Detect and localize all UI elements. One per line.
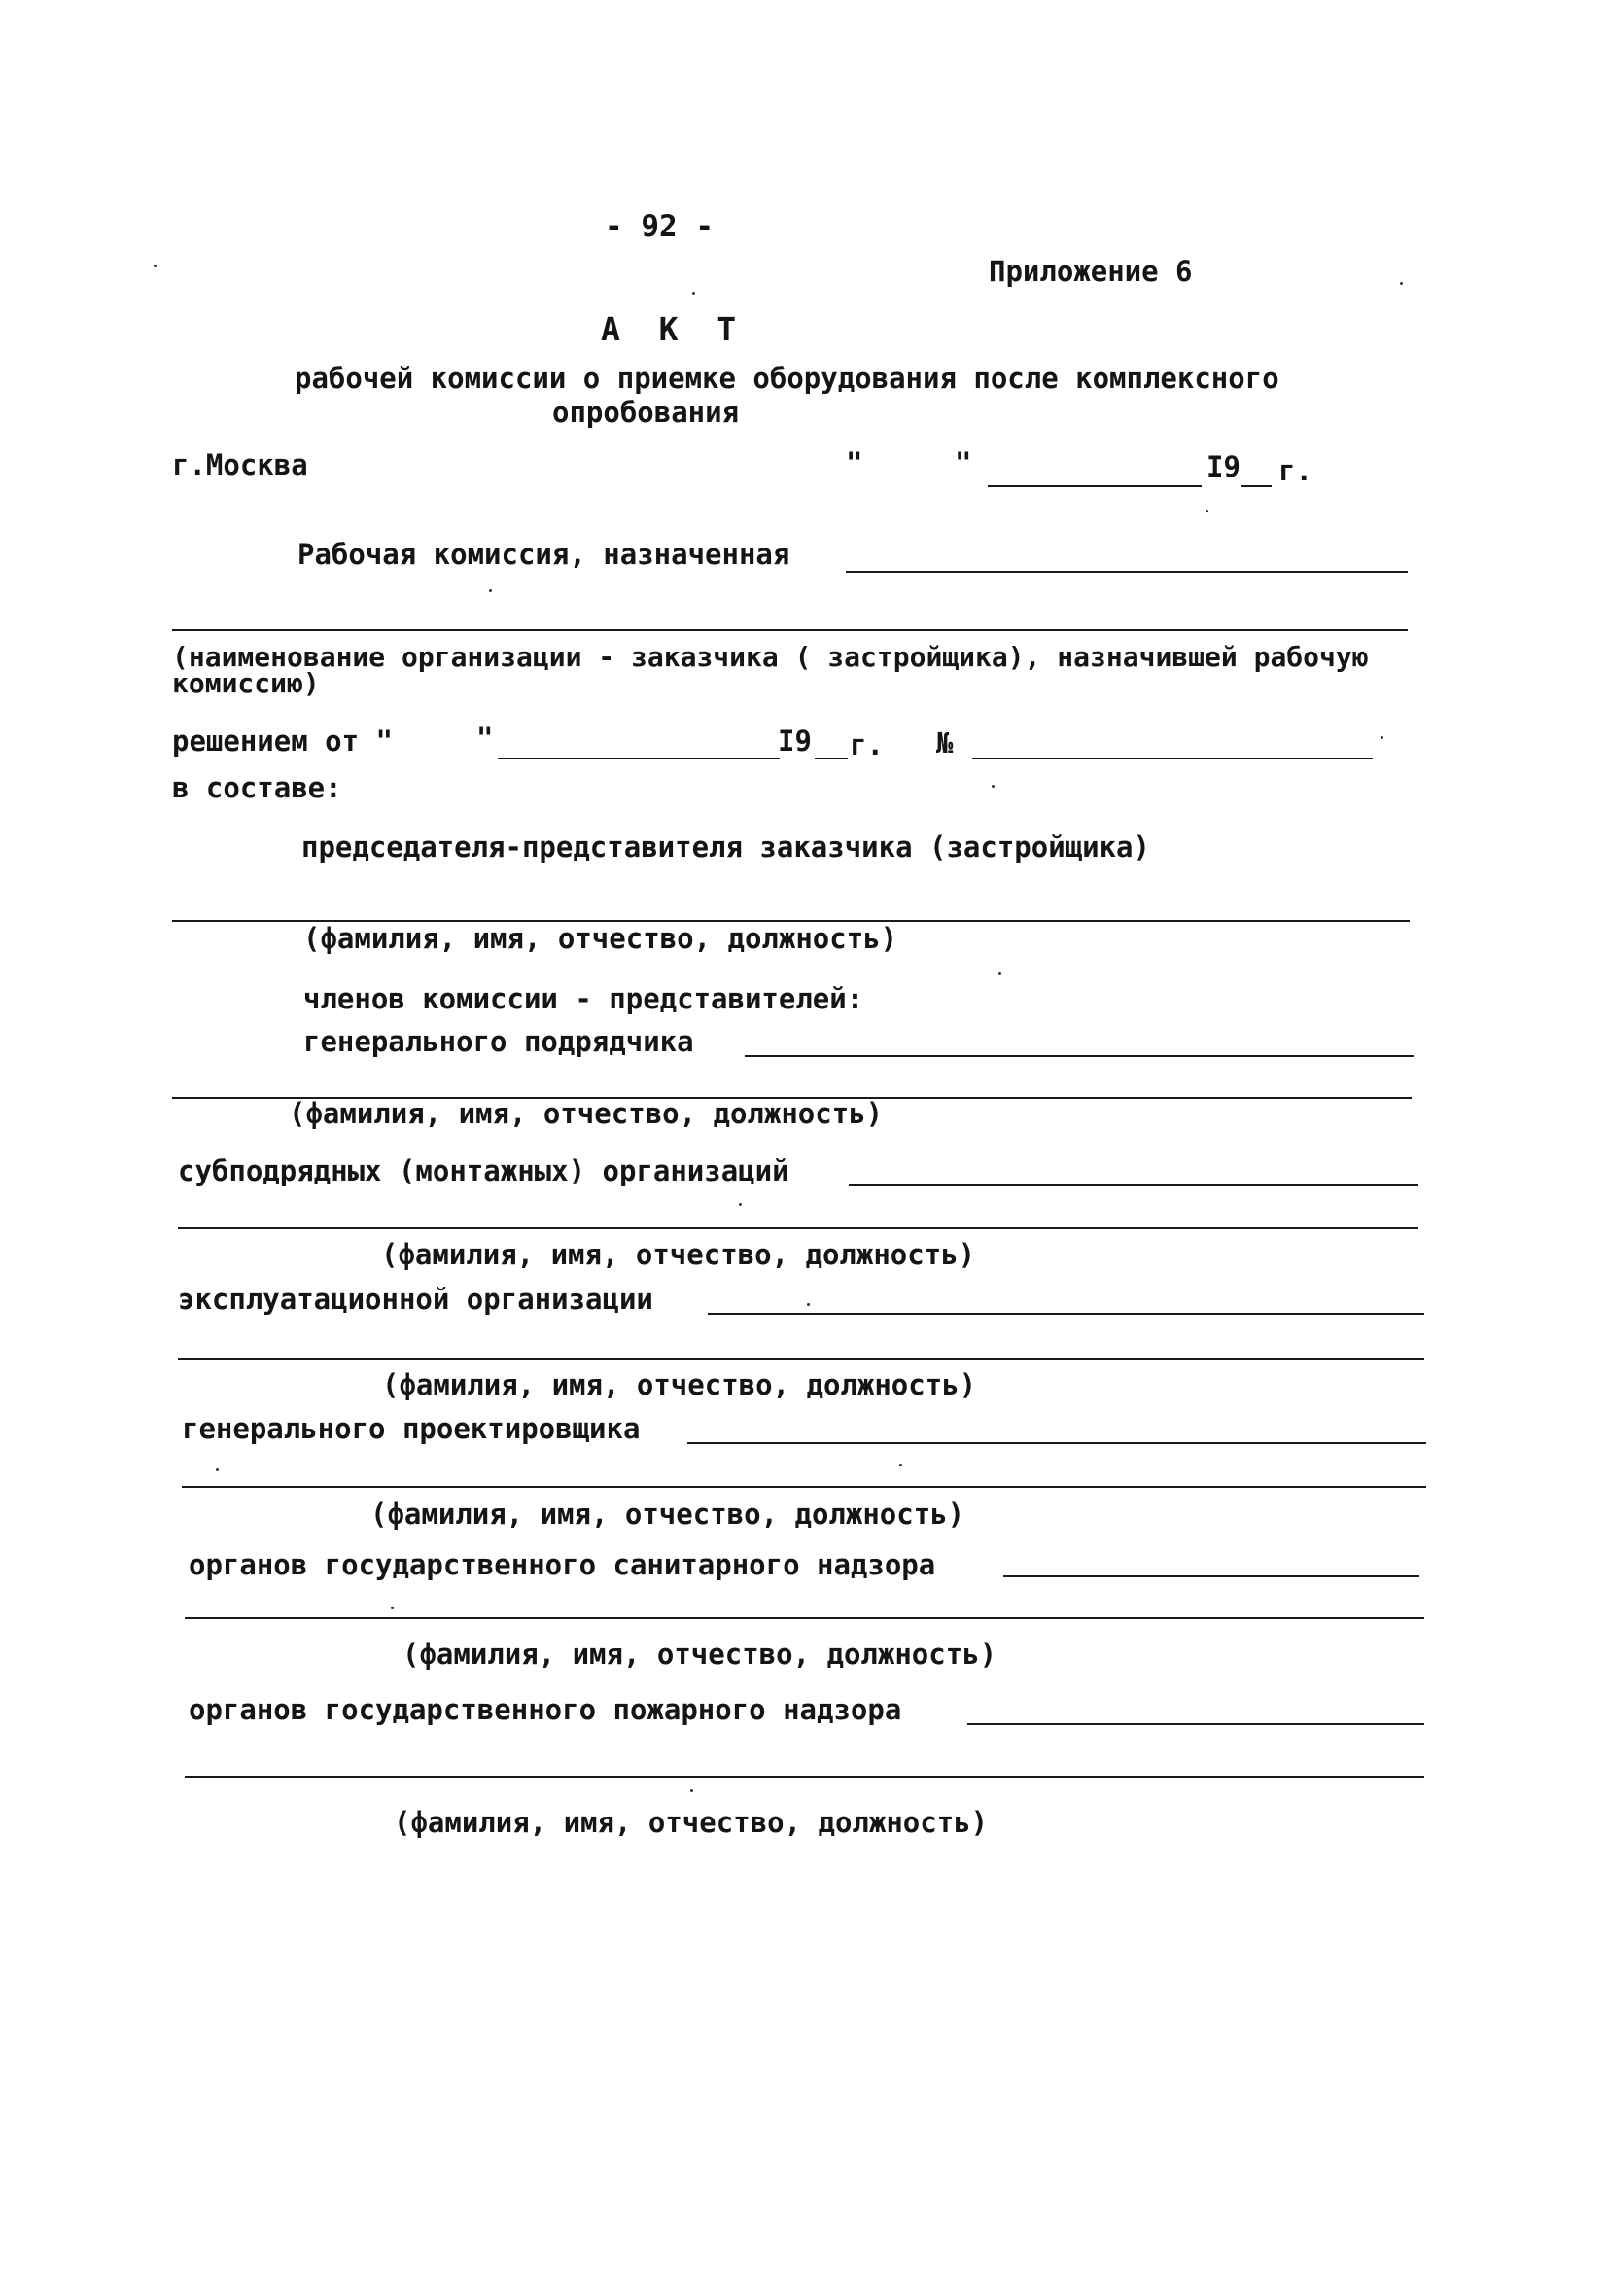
scan-speck xyxy=(489,589,492,592)
commission-org-line-1 xyxy=(846,571,1408,573)
scan-speck xyxy=(154,265,157,267)
chairman-fio-hint: (фамилия, имя, отчество, должность) xyxy=(303,922,898,955)
scan-speck xyxy=(1206,510,1208,512)
scan-speck xyxy=(391,1607,394,1609)
operating-org-line-1 xyxy=(708,1313,1424,1315)
scan-speck xyxy=(992,785,995,788)
fire-fio-hint: (фамилия, имя, отчество, должность) xyxy=(394,1806,989,1839)
decision-date-line xyxy=(498,758,780,759)
document-title: А К Т xyxy=(601,310,737,348)
decision-year-suffix: г. xyxy=(850,728,884,761)
scan-speck xyxy=(692,292,695,295)
subcontractors-line-1 xyxy=(849,1184,1418,1186)
subcontractors-fio-hint: (фамилия, имя, отчество, должность) xyxy=(381,1238,976,1271)
date-year-prefix: I9 xyxy=(1206,450,1241,483)
document-subtitle-line2: опробования xyxy=(552,396,740,429)
general-contractor-fio-hint: (фамилия, имя, отчество, должность) xyxy=(289,1097,884,1130)
general-contractor-label: генерального подрядчика xyxy=(303,1025,694,1058)
scan-speck xyxy=(216,1468,219,1471)
subcontractors-label: субподрядных (монтажных) организаций xyxy=(178,1154,789,1187)
sanitary-line-1 xyxy=(1003,1575,1419,1577)
members-label: членов комиссии - представителей: xyxy=(303,982,864,1015)
decision-year-prefix: I9 xyxy=(778,724,812,758)
decision-quote-close: " xyxy=(476,722,494,755)
operating-org-line-2 xyxy=(178,1358,1424,1360)
sanitary-line-2 xyxy=(185,1617,1424,1619)
scan-speck xyxy=(998,972,1001,975)
fire-line-1 xyxy=(967,1723,1424,1725)
general-designer-fio-hint: (фамилия, имя, отчество, должность) xyxy=(370,1498,965,1531)
scan-speck xyxy=(807,1303,810,1306)
city: г.Москва xyxy=(172,448,308,481)
appendix-label: Приложение 6 xyxy=(989,255,1193,288)
subcontractors-line-2 xyxy=(178,1227,1418,1229)
decision-number-line xyxy=(972,758,1373,759)
scan-speck xyxy=(690,1789,693,1792)
date-quote-close: " xyxy=(955,446,972,479)
general-designer-line-2 xyxy=(182,1486,1426,1488)
fire-label: органов государственного пожарного надзора xyxy=(189,1693,902,1726)
composition-label: в составе: xyxy=(172,771,342,804)
decision-number-sign: № xyxy=(936,726,954,759)
decision-label: решением от " xyxy=(172,724,393,758)
general-designer-label: генерального проектировщика xyxy=(182,1412,641,1445)
date-quote-open: " xyxy=(846,446,863,479)
document-subtitle-line1: рабочей комиссии о приемке оборудования после комплексного xyxy=(295,362,1279,395)
decision-year-line xyxy=(815,758,848,759)
operating-org-label: эксплуатационной организации xyxy=(178,1283,653,1316)
sanitary-label: органов государственного санитарного надзора xyxy=(189,1548,936,1581)
org-hint: (наименование организации - заказчика ( застройщика), назначившей рабочую комиссию) xyxy=(172,641,1369,699)
date-day-month-line xyxy=(988,485,1202,487)
date-year-line xyxy=(1241,485,1272,487)
scan-speck xyxy=(899,1464,902,1466)
date-year-suffix: г. xyxy=(1278,454,1312,487)
operating-org-fio-hint: (фамилия, имя, отчество, должность) xyxy=(382,1368,977,1401)
general-contractor-line-1 xyxy=(745,1055,1414,1057)
sanitary-fio-hint: (фамилия, имя, отчество, должность) xyxy=(402,1638,997,1671)
scan-speck xyxy=(1400,282,1403,285)
commission-org-line-2 xyxy=(172,629,1408,631)
scan-speck xyxy=(739,1203,742,1206)
commission-label: Рабочая комиссия, назначенная xyxy=(297,538,790,571)
general-designer-line-1 xyxy=(687,1442,1426,1444)
scan-speck xyxy=(1381,736,1383,739)
chairman-label: председателя-представителя заказчика (застройщика) xyxy=(301,830,1150,864)
page-number: - 92 - xyxy=(605,209,714,244)
fire-line-2 xyxy=(185,1776,1424,1778)
